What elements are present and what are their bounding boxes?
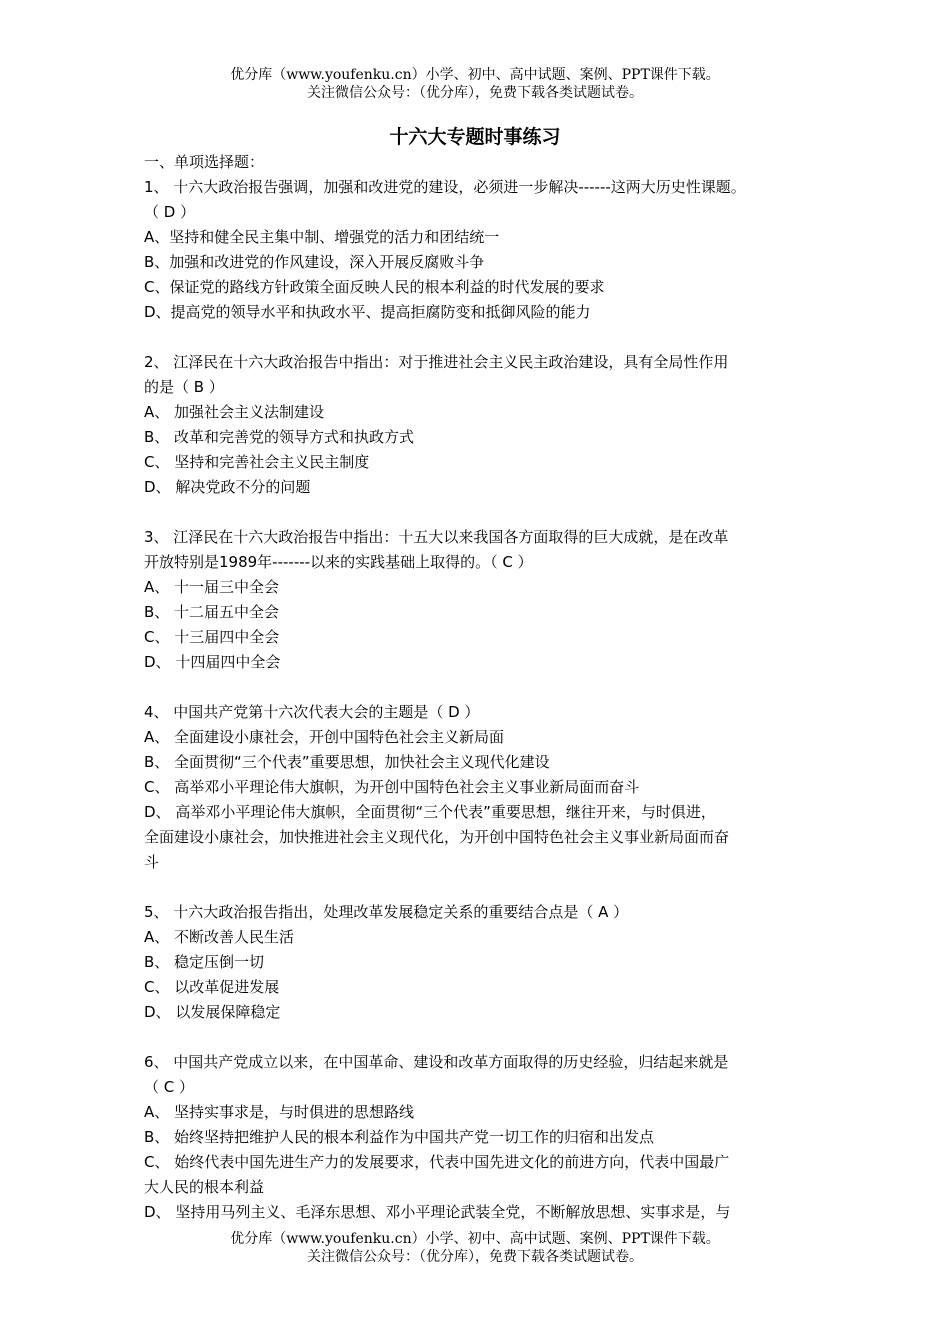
- answer-option-line: D、 十四届四中全会: [144, 653, 281, 671]
- answer-option: [144, 600, 834, 625]
- answer-option: [144, 300, 834, 325]
- answer-option: [144, 1150, 834, 1200]
- answer-option-line: C、 以改革促进发展: [144, 978, 280, 996]
- answer-option: [144, 1200, 834, 1225]
- footer-line-1: 优分库（www.youfenku.cn）小学、初中、高中试题、案例、PPT课件下载。: [230, 1231, 720, 1247]
- answer-option-line: B、 稳定压倒一切: [144, 953, 265, 971]
- question-stem-line: 的是（ B ）: [144, 378, 224, 396]
- answer-option-line: C、 十三届四中全会: [144, 628, 280, 646]
- answer-option: [144, 1100, 834, 1125]
- answer-option: [144, 650, 834, 675]
- answer-option-line: D、 高举邓小平理论伟大旗帜，全面贯彻“三个代表”重要思想，继往开来，与时俱进，: [144, 803, 716, 821]
- question-item: [144, 525, 834, 700]
- answer-option: [144, 425, 834, 450]
- answer-option: [144, 950, 834, 975]
- question-stem-line: 4、 中国共产党第十六次代表大会的主题是（ D ）: [144, 703, 480, 721]
- answer-option: [144, 450, 834, 475]
- document-body: [144, 150, 834, 1225]
- question-list: [144, 175, 834, 1225]
- answer-option-line: A、 不断改善人民生活: [144, 928, 295, 946]
- answer-option: [144, 400, 834, 425]
- answer-option-line: A、 全面建设小康社会，开创中国特色社会主义新局面: [144, 728, 505, 746]
- answer-option: [144, 925, 834, 950]
- answer-option-line: B、 十二届五中全会: [144, 603, 280, 621]
- answer-option-line: B、 改革和完善党的领导方式和执政方式: [144, 428, 415, 446]
- answer-option-line: A、 十一届三中全会: [144, 578, 280, 596]
- answer-option: [144, 250, 834, 275]
- footer-line-2: 关注微信公众号：（优分库），免费下载各类试题试卷。: [307, 1249, 643, 1265]
- answer-option: [144, 975, 834, 1000]
- answer-option-line: 全面建设小康社会，加快推进社会主义现代化，为开创中国特色社会主义事业新局面而奋: [144, 828, 730, 846]
- question-stem-line: （ D ）: [144, 203, 196, 221]
- answer-option-line: A、 加强社会主义法制建设: [144, 403, 325, 421]
- answer-option-line: C、 始终代表中国先进生产力的发展要求，代表中国先进文化的前进方向，代表中国最广: [144, 1153, 730, 1171]
- question-item: [144, 900, 834, 1050]
- question-item: [144, 1050, 834, 1225]
- question-spacer: [144, 1025, 834, 1050]
- answer-option: [144, 800, 834, 875]
- answer-option-line: C、 高举邓小平理论伟大旗帜，为开创中国特色社会主义事业新局面而奋斗: [144, 778, 640, 796]
- answer-option-line: 斗: [144, 853, 160, 871]
- answer-option-line: D、 坚持用马列主义、毛泽东思想、邓小平理论武装全党，不断解放思想、实事求是，与: [144, 1203, 731, 1221]
- answer-option-line: C、 坚持和完善社会主义民主制度: [144, 453, 370, 471]
- question-stem-line: 5、 十六大政治报告指出，处理改革发展稳定关系的重要结合点是（ A ）: [144, 903, 629, 921]
- page-footer: [0, 1230, 950, 1266]
- answer-option-line: A、 坚持实事求是，与时俱进的思想路线: [144, 1103, 415, 1121]
- question-item: [144, 175, 834, 350]
- question-stem-line: 2、 江泽民在十六大政治报告中指出：对于推进社会主义民主政治建设，具有全局性作用: [144, 353, 729, 371]
- answer-option-line: 大人民的根本利益: [144, 1178, 265, 1196]
- question-spacer: [144, 500, 834, 525]
- answer-option: [144, 725, 834, 750]
- answer-option-line: B、 始终坚持把维护人民的根本利益作为中国共产党一切工作的归宿和出发点: [144, 1128, 655, 1146]
- answer-option: [144, 475, 834, 500]
- document-title: 十六大专题时事练习: [389, 126, 561, 148]
- question-spacer: [144, 675, 834, 700]
- question-spacer: [144, 325, 834, 350]
- answer-option-line: A、坚持和健全民主集中制、增强党的活力和团结统一: [144, 228, 500, 246]
- answer-option: [144, 275, 834, 300]
- answer-option-line: B、加强和改进党的作风建设，深入开展反腐败斗争: [144, 253, 485, 271]
- answer-option: [144, 1125, 834, 1150]
- header-line-1: 优分库（www.youfenku.cn）小学、初中、高中试题、案例、PPT课件下载。: [230, 67, 720, 83]
- answer-option-line: C、保证党的路线方针政策全面反映人民的根本利益的时代发展的要求: [144, 278, 605, 296]
- page-header: [0, 66, 950, 102]
- answer-option: [144, 625, 834, 650]
- question-stem-line: 3、 江泽民在十六大政治报告中指出：十五大以来我国各方面取得的巨大成就，是在改革: [144, 528, 729, 546]
- question-stem-line: （ C ）: [144, 1078, 195, 1096]
- answer-option: [144, 225, 834, 250]
- question-spacer: [144, 875, 834, 900]
- question-stem-line: 6、 中国共产党成立以来，在中国革命、建设和改革方面取得的历史经验，归结起来就是: [144, 1053, 729, 1071]
- answer-option: [144, 750, 834, 775]
- answer-option-line: D、 解决党政不分的问题: [144, 478, 311, 496]
- question-item: [144, 350, 834, 525]
- answer-option-line: B、 全面贯彻“三个代表”重要思想，加快社会主义现代化建设: [144, 753, 550, 771]
- section-heading: 一、单项选择题：: [144, 153, 265, 171]
- answer-option: [144, 575, 834, 600]
- header-line-2: 关注微信公众号：（优分库），免费下载各类试题试卷。: [307, 85, 643, 101]
- question-stem-line: 开放特别是1989年-------以来的实践基础上取得的。（ C ）: [144, 553, 533, 571]
- answer-option: [144, 775, 834, 800]
- answer-option-line: D、提高党的领导水平和执政水平、提高拒腐防变和抵御风险的能力: [144, 303, 591, 321]
- question-stem-line: 1、 十六大政治报告强调，加强和改进党的建设，必须进一步解决------这两大历史性课题。: [144, 178, 746, 196]
- question-item: [144, 700, 834, 900]
- answer-option: [144, 1000, 834, 1025]
- answer-option-line: D、 以发展保障稳定: [144, 1003, 281, 1021]
